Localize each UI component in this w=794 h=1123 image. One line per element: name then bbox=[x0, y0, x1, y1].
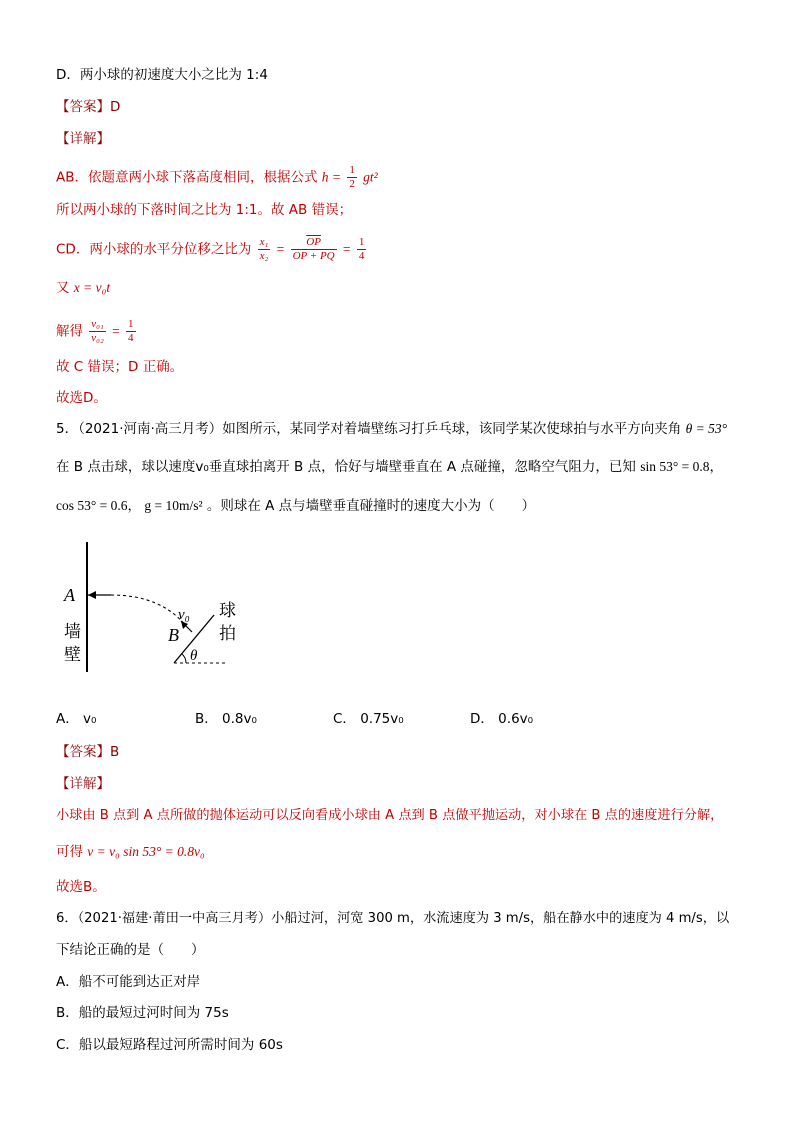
q4-cd-frac2-num: $\overline{OP}$ bbox=[291, 236, 337, 250]
label-wall-2: 壁 bbox=[64, 645, 81, 665]
q4-solve-den: v₀₂ bbox=[91, 332, 104, 344]
q4-detail-tag: 【详解】 bbox=[56, 131, 110, 147]
q6-option-a: A．船不可能到达正对岸 bbox=[56, 974, 201, 990]
q4-solve-frac2-den: 4 bbox=[128, 332, 134, 344]
q5-stem-2b: sin 53° = 0.8， bbox=[640, 459, 723, 474]
q5-stem-1b: θ = 53° bbox=[685, 421, 727, 436]
q5-answer: 【答案】B bbox=[56, 744, 120, 760]
q5-stem-2a: 在 B 点击球，球以速度v₀垂直球拍离开 B 点，恰好与墙壁垂直在 A 点碰撞，忽略空气阻力，已知 bbox=[56, 459, 636, 475]
q4-cd-frac3-den: 4 bbox=[358, 250, 365, 262]
q5-option-c: C． 0.75v₀ bbox=[333, 711, 404, 727]
q4-ab-formula-lhs: h = bbox=[321, 169, 342, 185]
theta-arc bbox=[182, 654, 186, 663]
q4-cd-frac1-den: x₂ bbox=[259, 250, 269, 262]
q5-detail-2a: 可得 bbox=[56, 844, 83, 860]
q4-cd-frac3-num: 1 bbox=[358, 236, 365, 248]
q4-choose: 故选D。 bbox=[56, 390, 107, 406]
q4-cd-frac1-num: x₁ bbox=[259, 236, 269, 248]
q5-stem-3a: cos 53° = 0.6， g = 10m/s² bbox=[56, 498, 203, 513]
q5-detail-tag: 【详解】 bbox=[56, 776, 110, 792]
q5-stem-line1 bbox=[56, 420, 727, 438]
label-racket-1: 球 bbox=[219, 601, 236, 621]
label-a: A bbox=[64, 585, 75, 605]
label-b: B bbox=[168, 625, 179, 645]
label-theta: θ bbox=[190, 648, 198, 664]
q4-conclusion: 故 C 错误；D 正确。 bbox=[56, 359, 184, 375]
q5-option-a: A． v₀ bbox=[56, 711, 97, 727]
q5-option-d: D． 0.6v₀ bbox=[470, 711, 534, 727]
q6-option-b: B．船的最短过河时间为 75s bbox=[56, 1005, 229, 1021]
label-v0: v₀ bbox=[178, 607, 190, 623]
q4-ab-fraction bbox=[347, 164, 357, 191]
q4-ab-frac-num: 1 bbox=[349, 164, 355, 176]
q4-time-ratio: 所以两小球的下落时间之比为 1:1。故 AB 错误； bbox=[56, 202, 353, 218]
q4-also-formula: x = v₀t bbox=[73, 280, 111, 295]
arrow-head-a bbox=[88, 591, 96, 599]
q5-detail-2b: v = v₀ sin 53° = 0.8v₀ bbox=[87, 844, 205, 859]
wall-racket-figure bbox=[56, 540, 246, 675]
q4-ab-line bbox=[56, 164, 378, 191]
q6-option-c: C．船以最短路程过河所需时间为 60s bbox=[56, 1037, 283, 1053]
q4-also-line bbox=[56, 279, 110, 297]
q4-solve-num: v₀₁ bbox=[91, 318, 104, 330]
q6-stem-line2: 下结论正确的是（ ） bbox=[56, 942, 205, 958]
q6-stem-line1: 6．（2021·福建·莆田一中高三月考）小船过河，河宽 300 m，水流速度为 3 m/s，船在静水中的速度为 4 m/s，以 bbox=[56, 911, 730, 926]
q4-cd-fraction-2 bbox=[291, 236, 337, 263]
q5-detail-line2 bbox=[56, 843, 205, 861]
q5-stem-line3 bbox=[56, 497, 535, 515]
q4-answer: 【答案】D bbox=[56, 99, 121, 115]
q4-cd-text: CD．两小球的水平分位移之比为 bbox=[56, 241, 252, 258]
q4-also-text: 又 bbox=[56, 280, 70, 296]
q5-detail-line1: 小球由 B 点到 A 点所做的抛体运动可以反向看成小球由 A 点到 B 点做平抛运动，对小球在 B 点的速度进行分解， bbox=[56, 808, 724, 823]
q4-cd-frac2-den: OP + PQ bbox=[292, 250, 335, 262]
q4-solve-fraction bbox=[89, 318, 106, 345]
q4-solve-text: 解得 bbox=[56, 323, 83, 340]
q5-stem-3b: 。则球在 A 点与墙壁垂直碰撞时的速度大小为（ ） bbox=[206, 498, 536, 514]
q4-ab-formula-rhs: gt² bbox=[363, 169, 378, 185]
q5-stem-1a: 5．（2021·河南·高三月考）如图所示，某同学对着墙壁练习打乒乓球，该同学某次使球拍与水平方向夹角 bbox=[56, 421, 682, 437]
q5-choose: 故选B。 bbox=[56, 879, 106, 895]
q5-option-b: B． 0.8v₀ bbox=[195, 711, 257, 727]
q4-ab-frac-den: 2 bbox=[349, 178, 355, 190]
q4-cd-line: CD．两小球的水平分位移之比为 $\frac{\text{x₁}}{\text{x₂}}$ = $\frac{\overline{OP}}{OP + PQ}$ = $\frac{1}{4}$ bbox=[56, 236, 365, 262]
q4-ab-text: AB．依题意两小球下落高度相同，根据公式 bbox=[56, 169, 318, 186]
trajectory-path bbox=[111, 595, 186, 626]
label-racket-2: 拍 bbox=[219, 624, 236, 644]
q4-solve-line: 解得 $\frac{\text{v₀₁}}{\text{v₀₂}}$ = $\frac{1}{4}$ bbox=[56, 318, 134, 344]
q4-option-d: D．两小球的初速度大小之比为 1:4 bbox=[56, 67, 268, 83]
label-wall-1: 墙 bbox=[64, 622, 81, 642]
q4-solve-fraction-2 bbox=[126, 318, 136, 345]
q4-cd-fraction-3 bbox=[357, 236, 367, 263]
q5-stem-line2 bbox=[56, 458, 723, 476]
q4-cd-fraction-1 bbox=[258, 236, 271, 263]
q4-solve-frac2-num: 1 bbox=[128, 318, 134, 330]
